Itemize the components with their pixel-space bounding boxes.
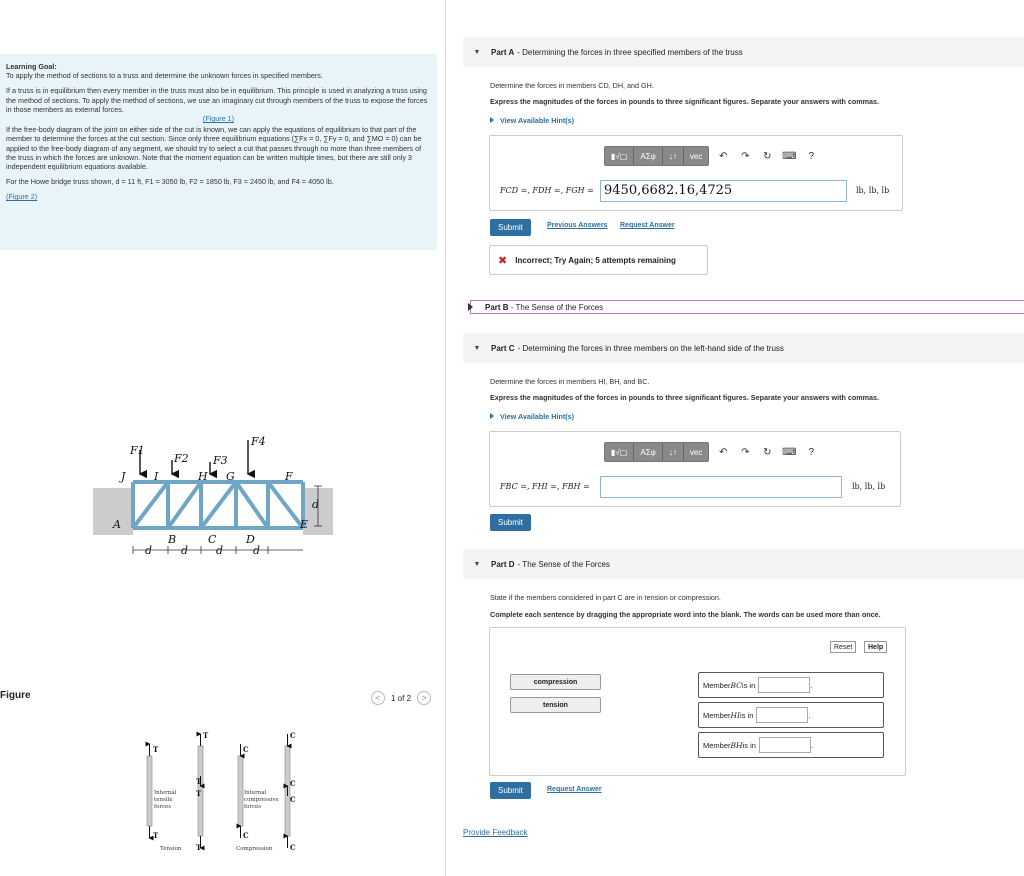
- part-a-instruction: Determine the forces in members CD, DH, and GH.: [490, 81, 654, 90]
- drop-slot-hi[interactable]: [756, 707, 808, 723]
- greek-symbols-button[interactable]: ΑΣφ: [634, 443, 662, 461]
- internal-forces-diagram: [130, 726, 320, 856]
- vector-button[interactable]: vec: [684, 147, 708, 165]
- part-c-header[interactable]: [463, 333, 1024, 363]
- tension-caption: Tension: [160, 846, 182, 852]
- force-c-5: C: [243, 831, 249, 840]
- undo-icon[interactable]: ↶: [719, 150, 728, 162]
- previous-answers-link[interactable]: Previous Answers: [547, 222, 608, 229]
- chevron-left-icon[interactable]: <: [371, 691, 385, 705]
- provide-feedback-link[interactable]: Provide Feedback: [463, 828, 528, 837]
- caret-down-icon: ▼: [473, 560, 481, 568]
- sentence-bh: Member BH is in .: [698, 732, 884, 758]
- learning-goal-para1: If a truss is in equilibrium then every member in the truss must also be in equilibrium. This principle is used in analyzing a truss using the method of sections. To apply the method of sections, we use an imaginary cut through members of the truss to expose the forces in those members as external forces.: [6, 86, 428, 114]
- label-h: H: [198, 470, 208, 483]
- label-d-height: d: [312, 498, 320, 511]
- help-button[interactable]: Help: [864, 641, 887, 653]
- sentence-hi-prefix: Member: [703, 710, 731, 720]
- greek-symbols-button[interactable]: ΑΣφ: [634, 147, 662, 165]
- part-d-submit-button[interactable]: Submit: [490, 782, 531, 799]
- learning-goal-title: Learning Goal:: [6, 62, 57, 71]
- subscript-button[interactable]: ↓↑: [663, 147, 684, 165]
- part-a-hint-text: View Available Hint(s): [500, 116, 575, 125]
- column-divider: [445, 0, 446, 876]
- caret-right-icon: [468, 303, 473, 311]
- sentence-bh-suffix: is in: [742, 740, 756, 750]
- sentence-bc-member: BC: [730, 680, 742, 690]
- part-d-express: Complete each sentence by dragging the appropriate word into the blank. The words can be used more than once.: [490, 610, 881, 619]
- label-d-3: d: [216, 544, 224, 557]
- internal-compressive-line2: compressive: [244, 797, 279, 803]
- sentence-bh-prefix: Member: [703, 740, 731, 750]
- part-d-instruction: State if the members considered in part C are in tension or compression.: [490, 593, 721, 602]
- part-a-title: - Determining the forces in three specified members of the truss: [517, 47, 743, 57]
- matrix-template-button[interactable]: ▮√▢: [605, 147, 634, 165]
- learning-goal-intro: To apply the method of sections to a truss and determine the unknown forces in specified members.: [6, 71, 323, 81]
- part-d-header[interactable]: [463, 549, 1024, 579]
- label-b: B: [168, 533, 177, 546]
- part-c-label: Part C: [491, 343, 515, 353]
- part-c-hint-link[interactable]: [490, 412, 574, 421]
- part-a-request-answer-link[interactable]: Request Answer: [620, 222, 675, 229]
- force-c-3: C: [290, 779, 296, 788]
- caret-down-icon: ▼: [473, 344, 481, 352]
- sentence-hi-member: HI: [730, 710, 741, 720]
- part-c-instruction: Determine the forces in members HI, BH, and BC.: [490, 377, 650, 386]
- label-g: G: [226, 470, 235, 483]
- part-a-label: Part A: [491, 47, 515, 57]
- vector-button[interactable]: vec: [684, 443, 708, 461]
- force-c-4: C: [290, 795, 296, 804]
- force-t-6: T: [196, 843, 202, 852]
- internal-compressive-line3: forces: [244, 804, 262, 810]
- force-t-5: T: [153, 831, 159, 840]
- part-a-equation-label: FCD =, FDH =, FGH =: [500, 186, 594, 195]
- internal-compressive-line1: Internal: [244, 790, 267, 796]
- sentence-bh-member: BH: [730, 740, 743, 750]
- part-c-equation-label: FBC =, FHI =, FBH =: [500, 482, 590, 491]
- label-f2: F2: [174, 452, 189, 465]
- label-a: A: [113, 518, 121, 531]
- part-a-units: lb, lb, lb: [856, 186, 890, 195]
- part-c-answer-box: [489, 431, 901, 507]
- sentence-bc-prefix: Member: [703, 680, 731, 690]
- help-icon[interactable]: ?: [808, 150, 815, 162]
- label-d-1: d: [145, 544, 153, 557]
- word-chip-tension[interactable]: tension: [510, 697, 601, 713]
- keyboard-icon[interactable]: ⌨: [782, 150, 797, 162]
- pager-text: 1 of 2: [391, 693, 412, 703]
- subscript-button[interactable]: ↓↑: [663, 443, 684, 461]
- internal-tensile-line1: Internal: [154, 790, 177, 796]
- part-d-title: - The Sense of the Forces: [517, 559, 610, 569]
- part-a-submit-button[interactable]: Submit: [490, 219, 531, 236]
- drop-slot-bh[interactable]: [759, 737, 811, 753]
- keyboard-icon[interactable]: ⌨: [782, 446, 797, 458]
- label-d-2: d: [181, 544, 189, 557]
- howe-truss-diagram: [88, 430, 348, 565]
- force-t-1: T: [153, 745, 159, 754]
- compression-caption: Compression: [236, 846, 273, 852]
- label-d: D: [246, 533, 255, 546]
- redo-icon[interactable]: ↷: [741, 150, 750, 162]
- part-c-title: - Determining the forces in three members on the left-hand side of the truss: [517, 343, 784, 353]
- force-t-4: T: [196, 789, 202, 798]
- label-f: F: [285, 470, 293, 483]
- figure-label: Figure: [0, 690, 31, 701]
- part-d-label: Part D: [491, 559, 515, 569]
- part-c-express: Express the magnitudes of the forces in pounds to three significant figures. Separate your answers with commas.: [490, 393, 880, 402]
- part-b-label: Part B: [485, 302, 509, 312]
- label-f3: F3: [213, 454, 228, 467]
- sentence-bc-suffix: is in: [741, 680, 756, 690]
- figure-1-link[interactable]: (Figure 1): [202, 114, 235, 124]
- part-a-feedback-text: Incorrect; Try Again; 5 attempts remaining: [515, 255, 676, 265]
- matrix-template-button[interactable]: ▮√▢: [605, 443, 634, 461]
- reset-button[interactable]: Reset: [830, 641, 856, 653]
- part-a-feedback: [489, 245, 708, 275]
- force-c-6: C: [290, 843, 296, 852]
- part-a-answer-box: [489, 135, 903, 211]
- learning-goal-para3: For the Howe bridge truss shown, d = 11 ft, F1 = 3050 lb, F2 = 1850 lb, F3 = 2450 lb, and F4 = 4050 lb.: [6, 177, 334, 187]
- force-c-1: C: [243, 745, 249, 754]
- help-icon[interactable]: ?: [808, 446, 815, 458]
- sentence-bc: Member BC is in .: [698, 672, 884, 698]
- reset-icon[interactable]: ↻: [763, 446, 772, 458]
- part-c-hint-text: View Available Hint(s): [500, 412, 575, 421]
- part-b-header[interactable]: [470, 300, 1024, 314]
- drop-slot-bc[interactable]: [758, 677, 810, 693]
- part-c-toolbar: [604, 442, 822, 462]
- learning-goal-panel: [0, 54, 437, 250]
- part-c-answer-input[interactable]: [600, 476, 842, 498]
- drag-drop-area: [489, 627, 906, 776]
- part-c-submit-button[interactable]: Submit: [490, 514, 531, 531]
- part-a-answer-input[interactable]: 9450,6682.16,4725: [600, 180, 847, 202]
- redo-icon[interactable]: ↷: [741, 446, 750, 458]
- force-t-3: T: [196, 777, 202, 786]
- part-a-express: Express the magnitudes of the forces in pounds to three significant figures. Separate your answers with commas.: [490, 97, 880, 106]
- force-c-2: C: [290, 731, 296, 740]
- label-e: E: [300, 518, 309, 531]
- sentence-hi-suffix: is in: [740, 710, 754, 720]
- caret-right-icon: [490, 117, 494, 123]
- part-a-header[interactable]: [463, 37, 1024, 67]
- part-a-toolbar: [604, 146, 822, 166]
- label-d-4: d: [253, 544, 261, 557]
- caret-down-icon: ▼: [473, 48, 481, 56]
- undo-icon[interactable]: ↶: [719, 446, 728, 458]
- label-f4: F4: [251, 435, 266, 448]
- label-i: I: [154, 470, 159, 483]
- learning-goal-para2: If the free-body diagram of the joint on either side of the cut is known, we can apply the equations of equilibrium to that part of the member to determine the forces at the cut section. Since only three equilibrium equations (∑Fx = 0, ∑Fy = 0, and ∑MO = 0) can be applied to the free-body diagram of any segment, we should try to select a cut that passes through no more than three members of the truss in which the forces are unknown. Note that the moment equation can be written multiple times, but there are still only 3 independent equilibrium equations available.: [6, 125, 422, 172]
- reset-icon[interactable]: ↻: [763, 150, 772, 162]
- label-j: J: [121, 470, 126, 483]
- figure-pager: [371, 691, 431, 705]
- part-a-hint-link[interactable]: [490, 116, 574, 125]
- caret-right-icon: [490, 413, 494, 419]
- label-f1: F1: [130, 444, 145, 457]
- internal-tensile-line3: forces: [154, 804, 172, 810]
- word-chip-compression[interactable]: compression: [510, 674, 601, 690]
- internal-tensile-line2: tensile: [154, 797, 173, 803]
- part-b-title: - The Sense of the Forces: [510, 302, 604, 312]
- sentence-hi: Member HI is in .: [698, 702, 884, 728]
- error-x-icon: ✖: [498, 254, 508, 267]
- part-c-units: lb, lb, lb: [852, 482, 886, 491]
- force-t-2: T: [203, 731, 209, 740]
- figure-2-link[interactable]: (Figure 2): [6, 192, 38, 202]
- chevron-right-icon[interactable]: >: [417, 691, 431, 705]
- label-c: C: [208, 533, 217, 546]
- part-d-request-answer-link[interactable]: Request Answer: [547, 786, 602, 793]
